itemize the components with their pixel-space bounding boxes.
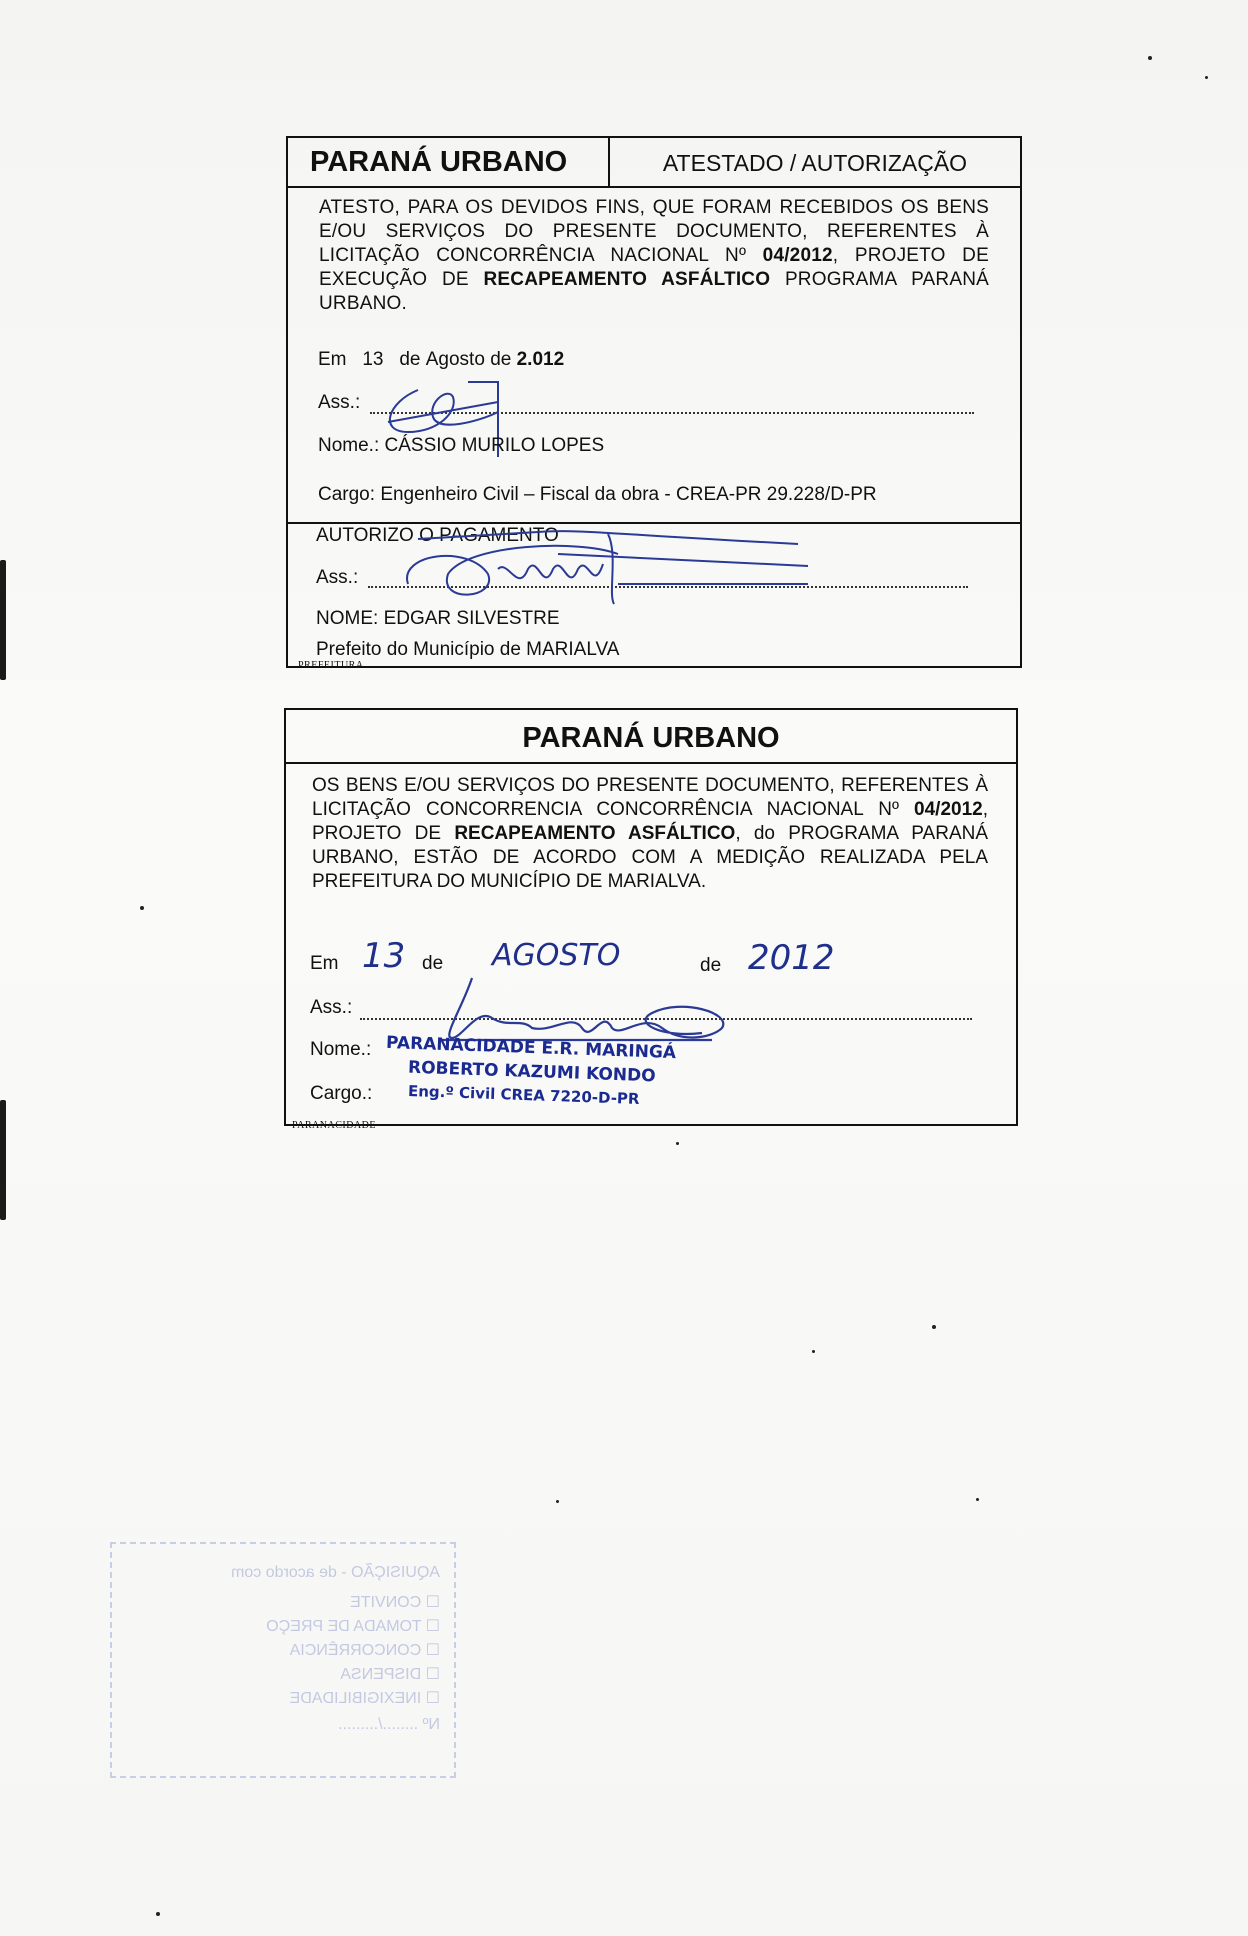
handwritten-day: 13 xyxy=(362,936,406,976)
scan-speck xyxy=(1148,56,1152,60)
scan-speck xyxy=(556,1500,559,1503)
parana-urbano-box xyxy=(284,708,1018,1126)
attestation-text: , PROJETO DE EXECUÇÃO DE xyxy=(319,245,989,290)
ass-label: Ass.: xyxy=(310,997,353,1018)
box-header xyxy=(288,138,1020,188)
date-de: de xyxy=(490,349,512,370)
ass2-label: Ass.: xyxy=(316,567,359,588)
de-label: de xyxy=(700,955,722,976)
handwritten-month: AGOSTO xyxy=(492,938,621,973)
conformity-text: , PROJETO DE xyxy=(312,799,988,844)
scan-speck xyxy=(140,906,144,910)
bid-number: 04/2012 xyxy=(914,799,983,820)
nome-value: CÁSSIO MURILO LOPES xyxy=(384,435,605,456)
program-brand: PARANÁ URBANO xyxy=(288,138,610,186)
cargo-label: Cargo: xyxy=(318,484,376,505)
date-de: de xyxy=(399,349,421,370)
conformity-paragraph xyxy=(312,774,988,894)
em-label: Em xyxy=(310,953,339,974)
scan-speck xyxy=(976,1498,979,1501)
autorizo-pagamento: AUTORIZO O PAGAMENTO xyxy=(316,525,559,546)
scan-speck xyxy=(156,1912,160,1916)
nome-line xyxy=(318,434,604,458)
paranacidade-label: PARANACIDADE xyxy=(292,1120,376,1131)
date-month: Agosto xyxy=(425,349,485,370)
attestation-paragraph xyxy=(319,196,989,316)
scan-speck xyxy=(0,560,6,680)
date-day: 13 xyxy=(362,349,384,370)
scan-speck xyxy=(932,1325,936,1329)
bid-number: 04/2012 xyxy=(762,245,833,266)
scan-speck xyxy=(1205,76,1208,79)
scan-speck xyxy=(676,1142,679,1145)
de-label: de xyxy=(422,953,444,974)
cargo-value: Engenheiro Civil – Fiscal da obra - CREA-PR 29.228/D-PR xyxy=(380,484,877,505)
atestado-autorizacao-box xyxy=(286,136,1022,668)
nome-label: Nome.: xyxy=(310,1039,372,1060)
scan-speck xyxy=(812,1350,815,1353)
box-title: ATESTADO / AUTORIZAÇÃO xyxy=(662,150,968,176)
attestation-text: ATESTO, PARA OS DEVIDOS FINS, QUE FORAM RECEBIDOS OS BENS E/OU SERVIÇOS DO PRESENTE DOCUMENTO, REFERENTES À LICITAÇÃO CONCORRÊNCIA NACIONAL Nº xyxy=(319,197,989,266)
nome-label: Nome.: xyxy=(318,435,380,456)
stamp-line: ROBERTO KAZUMI KONDO xyxy=(407,1057,656,1087)
prefeitura-label: PREFEITURA xyxy=(298,660,364,671)
scan-speck xyxy=(0,1100,6,1220)
date-year: 2.012 xyxy=(516,349,565,370)
nome2-value: EDGAR SILVESTRE xyxy=(383,608,560,629)
date-prefix: Em xyxy=(318,349,347,370)
conformity-text: OS BENS E/OU SERVIÇOS DO PRESENTE DOCUMENTO, REFERENTES À LICITAÇÃO CONCORRENCIA CONCORRÊNCIA NACIONAL Nº xyxy=(312,775,988,820)
stamp-line: PARANACIDADE E.R. MARINGÁ xyxy=(385,1032,677,1064)
bleed-through-stamp: AQUISIÇÃO - de acordo com ☐ CONVITE ☐ TOMADA DE PREÇO ☐ CONCORRÊNCIA ☐ DISPENSA ☐ INEXIGIBILIDADE Nº ......../......... xyxy=(110,1542,456,1778)
box-title: PARANÁ URBANO xyxy=(286,710,1016,764)
conformity-text: , do PROGRAMA PARANÁ URBANO, ESTÃO DE ACORDO COM A MEDIÇÃO REALIZADA PELA PREFEITURA DO MUNICÍPIO DE MARIALVA. xyxy=(312,823,989,892)
nome2-line xyxy=(316,607,560,631)
prefeito-line: Prefeito do Município de MARIALVA xyxy=(316,639,620,660)
handwritten-year: 2012 xyxy=(748,938,835,978)
stamp-line: Eng.º Civil CREA 7220-D-PR xyxy=(407,1081,640,1109)
cargo-line xyxy=(318,483,877,507)
attestation-text: PROGRAMA PARANÁ URBANO. xyxy=(319,269,989,314)
project-name: RECAPEAMENTO ASFÁLTICO xyxy=(483,269,771,290)
cargo-label: Cargo.: xyxy=(310,1083,373,1104)
project-name: RECAPEAMENTO ASFÁLTICO xyxy=(454,823,736,844)
nome2-label: NOME: xyxy=(316,608,379,629)
ass-label: Ass.: xyxy=(318,392,361,413)
